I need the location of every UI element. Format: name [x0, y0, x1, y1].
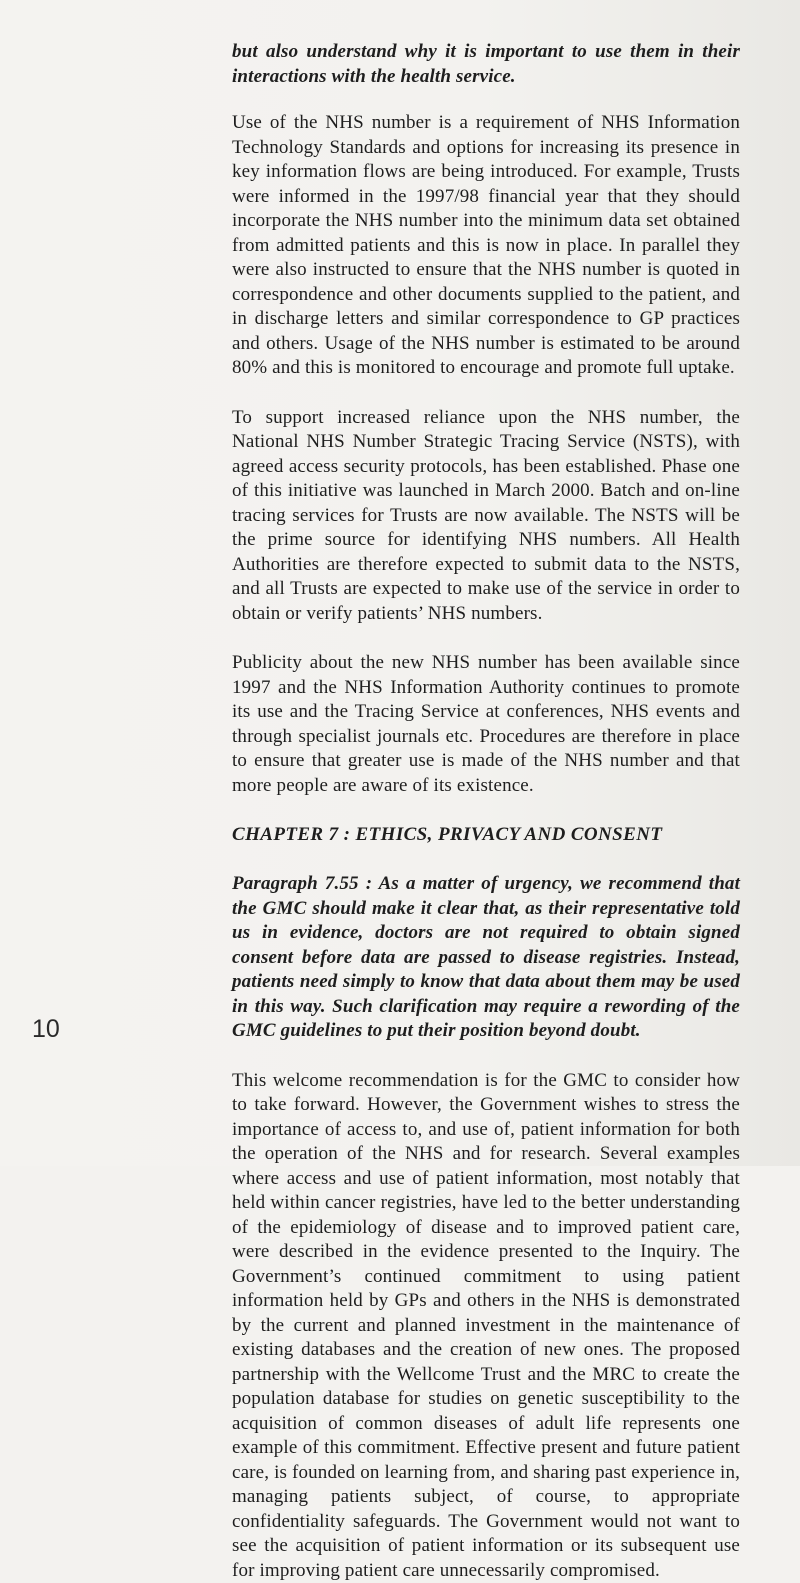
paragraph-nhs-number-requirement: Use of the NHS number is a requirement of NHS Information Technology Standards and options for increasing its presence in key information flows are being introduced. For example, Trusts were informed in the 1997/98 financial year that they should incorporate the NHS number into the minimum data set obtained from admitted patients and this is now in place. In parallel they were also instructed to ensure that the NHS number is quoted in correspondence and other documents supplied to the patient, and in discharge letters and similar correspondence to GP practices and others. Usage of the NHS number is estimated to be around 80% and this is monitored to encourage and promote full uptake.	[232, 111, 740, 381]
page-content	[232, 40, 740, 1583]
government-response-paragraph: This welcome recommendation is for the GMC to consider how to take forward. However, the Government wishes to stress the importance of access to, and use of, patient information for both the operation of the NHS and for research. Several examples where access and use of patient information, most notably that held within cancer registries, have led to the better understanding of the epidemiology of disease and to improved patient care, were described in the evidence presented to the Inquiry. The Government’s continued commitment to using patient information held by GPs and others in the NHS is demonstrated by the current and planned investment in the maintenance of existing databases and the creation of new ones. The proposed partnership with the Wellcome Trust and the MRC to create the population database for studies on genetic susceptibility to the acquisition of common diseases of adult life represents one example of this commitment. Effective present and future patient care, is founded on learning from, and sharing past experience in, managing patients subject, of course, to appropriate confidentiality safeguards. The Government would not want to see the acquisition of patient information or its subsequent use for improving patient care unnecessarily compromised.	[232, 1069, 740, 1583]
paragraph-publicity: Publicity about the new NHS number has been available since 1997 and the NHS Information Authority continues to promote its use and the Tracing Service at conferences, NHS events and through specialist journals etc. Procedures are therefore in place to ensure that greater use is made of the NHS number and that more people are aware of its existence.	[232, 651, 740, 798]
paragraph-nsts-service: To support increased reliance upon the NHS number, the National NHS Number Strategic Tracing Service (NSTS), with agreed access security protocols, has been established. Phase one of this initiative was launched in March 2000. Batch and on-line tracing services for Trusts are now available. The NSTS will be the prime source for identifying NHS numbers. All Health Authorities are therefore expected to submit data to the NSTS, and all Trusts are expected to make use of the service in order to obtain or verify patients’ NHS numbers.	[232, 406, 740, 627]
chapter-heading: CHAPTER 7 : ETHICS, PRIVACY AND CONSENT	[232, 823, 740, 847]
page-number: 10	[32, 1015, 60, 1043]
intro-text: but also understand why it is important to use them in their interactions with the health service.	[232, 40, 740, 89]
recommendation-paragraph: Paragraph 7.55 : As a matter of urgency, we recommend that the GMC should make it clear that, as their representative told us in evidence, doctors are not required to obtain signed consent before data are passed to disease registries. Instead, patients need simply to know that data about them may be used in this way. Such clarification may require a rewording of the GMC guidelines to put their position beyond doubt.	[232, 872, 740, 1044]
